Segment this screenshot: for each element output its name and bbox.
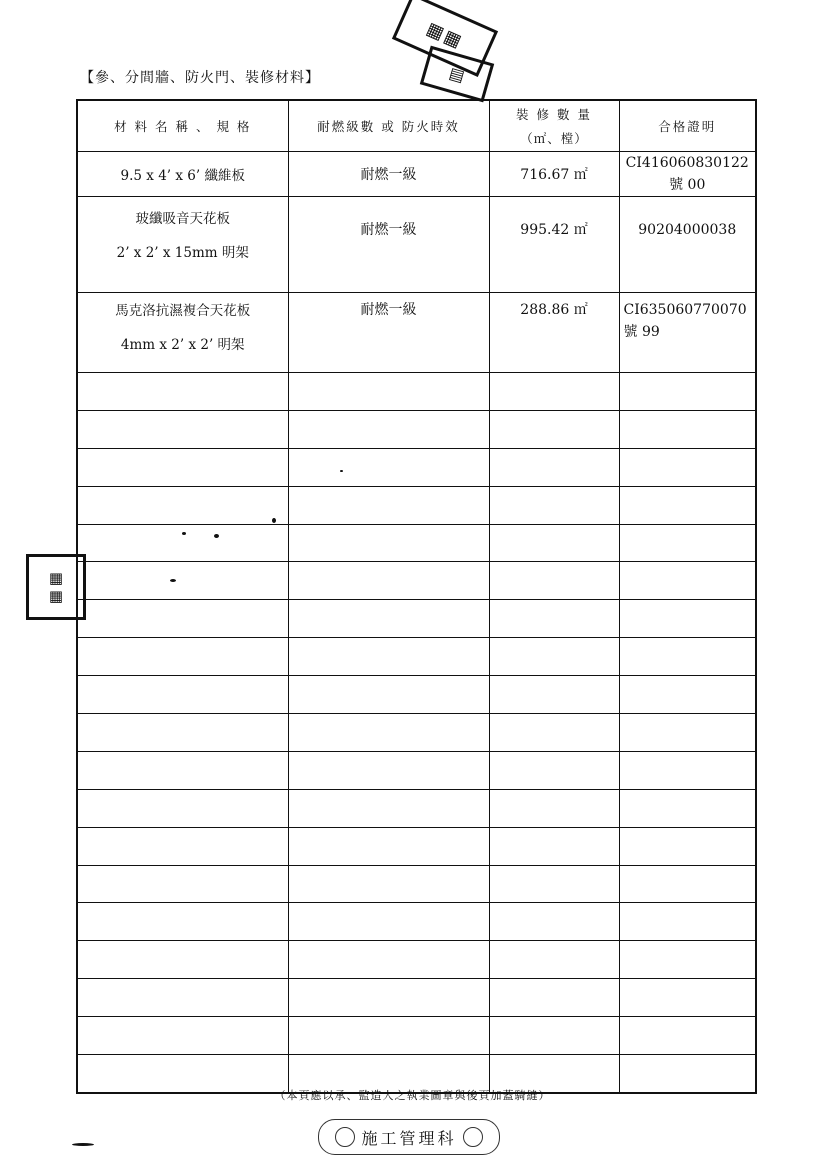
empty-cell — [288, 638, 489, 676]
section-title: 【參、分間牆、防火門、裝修材料】 — [80, 70, 320, 86]
empty-cell — [619, 865, 756, 903]
certificate-suffix: 號 99 — [623, 324, 660, 340]
empty-cell — [288, 562, 489, 600]
empty-cell — [288, 524, 489, 562]
fire-rating-cell: 耐燃一級 — [288, 197, 489, 293]
department-stamp-text: 施工管理科 — [361, 1128, 457, 1148]
empty-cell — [288, 903, 489, 941]
table-row-empty — [77, 903, 756, 941]
empty-cell — [489, 865, 619, 903]
empty-cell — [288, 1017, 489, 1055]
empty-cell — [619, 751, 756, 789]
scan-speck — [72, 1143, 94, 1146]
empty-cell — [489, 562, 619, 600]
scan-speck — [214, 534, 219, 538]
empty-cell — [489, 373, 619, 411]
empty-cell — [489, 751, 619, 789]
empty-cell — [489, 1017, 619, 1055]
empty-cell — [619, 903, 756, 941]
empty-cell — [77, 373, 288, 411]
certificate-cell — [619, 293, 756, 373]
empty-cell — [77, 486, 288, 524]
material-name: 馬克洛抗濕複合天花板 — [115, 303, 251, 319]
table-row-empty — [77, 979, 756, 1017]
fire-rating-cell: 耐燃一級 — [288, 152, 489, 197]
seal-stamp-top-lower: ▤ — [420, 46, 494, 103]
empty-cell — [489, 410, 619, 448]
header-certificate: 合格證明 — [619, 100, 756, 152]
material-name-cell — [77, 197, 288, 293]
table-row-empty — [77, 789, 756, 827]
table-row — [77, 152, 756, 197]
empty-cell — [489, 903, 619, 941]
empty-cell — [619, 714, 756, 752]
material-name: 9.5 x 4’ x 6’ 纖維板 — [120, 168, 245, 184]
empty-cell — [77, 1017, 288, 1055]
scan-speck — [272, 518, 276, 523]
empty-cell — [619, 827, 756, 865]
empty-cell — [77, 751, 288, 789]
table-row-empty — [77, 486, 756, 524]
empty-cell — [489, 827, 619, 865]
table-row-empty — [77, 751, 756, 789]
table-row-empty — [77, 373, 756, 411]
empty-cell — [489, 448, 619, 486]
empty-cell — [288, 676, 489, 714]
empty-cell — [77, 676, 288, 714]
table-row-empty — [77, 638, 756, 676]
empty-cell — [619, 448, 756, 486]
header-material-name: 材 料 名 稱 、 規 格 — [77, 100, 288, 152]
empty-cell — [288, 486, 489, 524]
empty-cell — [489, 524, 619, 562]
table-row-empty — [77, 448, 756, 486]
seal-circle-icon — [335, 1127, 355, 1147]
empty-cell — [288, 941, 489, 979]
certificate-cell — [619, 197, 756, 293]
empty-cell — [619, 676, 756, 714]
empty-cell — [489, 979, 619, 1017]
table-row-empty — [77, 600, 756, 638]
table-row-empty — [77, 676, 756, 714]
empty-cell — [77, 903, 288, 941]
table-row-empty — [77, 827, 756, 865]
seal-stamp-top: ▦▦ — [392, 0, 498, 77]
empty-cell — [619, 941, 756, 979]
header-quantity-unit: （㎡、樘） — [520, 131, 588, 146]
table-row-empty — [77, 714, 756, 752]
material-spec: 4mm x 2’ x 2’ 明架 — [120, 337, 245, 353]
empty-cell — [619, 373, 756, 411]
seal-circle-icon — [463, 1127, 483, 1147]
empty-cell — [288, 448, 489, 486]
certificate-suffix: 號 00 — [669, 177, 706, 193]
scan-speck — [182, 532, 186, 535]
empty-cell — [77, 941, 288, 979]
empty-cell — [489, 486, 619, 524]
table-row-empty — [77, 410, 756, 448]
empty-cell — [77, 865, 288, 903]
empty-cell — [489, 600, 619, 638]
quantity-cell: 995.42 ㎡ — [489, 197, 619, 293]
empty-cell — [619, 638, 756, 676]
seal-stamp-left: ▦▦ — [26, 554, 86, 620]
empty-cell — [77, 600, 288, 638]
quantity-cell: 716.67 ㎡ — [489, 152, 619, 197]
empty-cell — [77, 638, 288, 676]
empty-cell — [77, 789, 288, 827]
header-quantity-label: 裝 修 數 量 — [516, 107, 592, 122]
header-fire-rating: 耐燃級數 或 防火時效 — [288, 100, 489, 152]
quantity-cell: 288.86 ㎡ — [489, 293, 619, 373]
header-quantity — [489, 100, 619, 152]
empty-cell — [288, 600, 489, 638]
material-spec: 2’ x 2’ x 15mm 明架 — [116, 245, 249, 261]
empty-cell — [288, 751, 489, 789]
empty-cell — [619, 562, 756, 600]
table-row-empty — [77, 865, 756, 903]
table-row — [77, 197, 756, 293]
empty-cell — [288, 827, 489, 865]
empty-cell — [77, 714, 288, 752]
table-row — [77, 293, 756, 373]
scan-speck — [340, 470, 343, 472]
empty-cell — [619, 979, 756, 1017]
empty-cell — [489, 941, 619, 979]
material-name-cell — [77, 152, 288, 197]
department-stamp — [318, 1119, 500, 1155]
fire-rating-cell: 耐燃一級 — [288, 293, 489, 373]
empty-cell — [77, 827, 288, 865]
empty-cell — [288, 789, 489, 827]
empty-cell — [288, 865, 489, 903]
footer-note: （本頁應以承、監造人之執業圖章與後頁加蓋騎縫） — [274, 1089, 551, 1102]
empty-cell — [489, 638, 619, 676]
empty-cell — [619, 1017, 756, 1055]
certificate-number: 90204000038 — [638, 222, 737, 238]
material-name: 玻纖吸音天花板 — [135, 211, 230, 227]
materials-table — [76, 99, 757, 1094]
empty-cell — [288, 373, 489, 411]
empty-cell — [288, 410, 489, 448]
empty-cell — [288, 714, 489, 752]
empty-cell — [77, 524, 288, 562]
empty-cell — [489, 714, 619, 752]
table-row-empty — [77, 524, 756, 562]
certificate-number: CI416060830122 — [625, 155, 749, 171]
empty-cell — [619, 410, 756, 448]
empty-cell — [77, 562, 288, 600]
table-row-empty — [77, 1017, 756, 1055]
table-header-row — [77, 100, 756, 152]
certificate-cell — [619, 152, 756, 197]
material-name-cell — [77, 293, 288, 373]
empty-cell — [619, 789, 756, 827]
table-row-empty — [77, 562, 756, 600]
empty-cell — [77, 448, 288, 486]
empty-cell — [619, 486, 756, 524]
empty-cell — [77, 979, 288, 1017]
empty-cell — [489, 676, 619, 714]
empty-cell — [77, 410, 288, 448]
empty-cell — [288, 979, 489, 1017]
empty-cell — [619, 600, 756, 638]
empty-cell — [489, 789, 619, 827]
empty-cell — [619, 524, 756, 562]
scan-speck — [170, 579, 176, 582]
certificate-number: CI635060770070 — [623, 302, 747, 318]
table-row-empty — [77, 941, 756, 979]
